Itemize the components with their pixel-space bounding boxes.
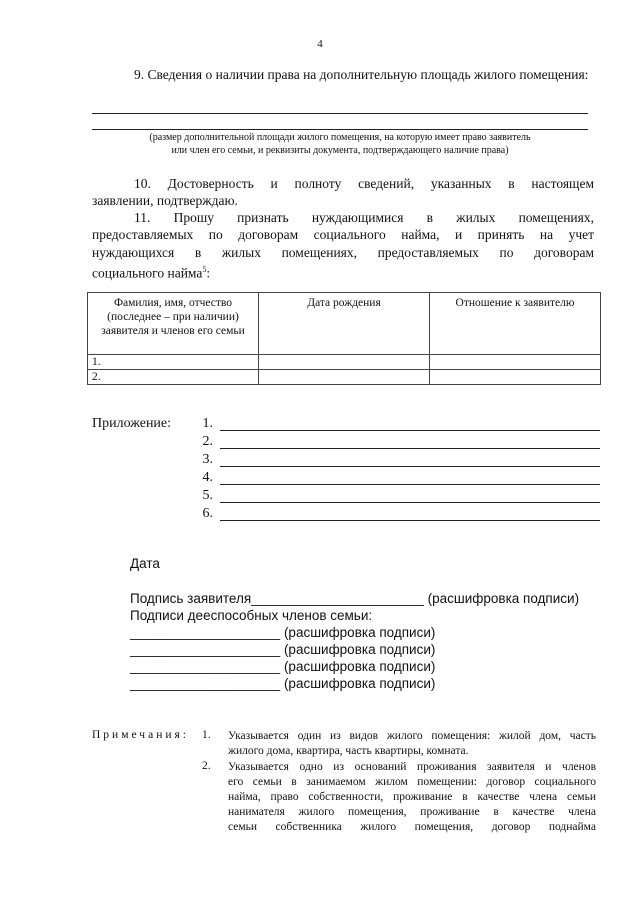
col-header-relation: Отношение к заявителю (430, 293, 601, 355)
family-signature-row-1 (130, 625, 435, 640)
row-1-birth[interactable] (259, 355, 430, 370)
family-decipher: (расшифровка подписи) (283, 659, 436, 674)
row-2-name[interactable]: 2. (88, 370, 259, 385)
note-2-line-2: его семьи в занимаемом жилом помещении: договор социального (228, 776, 596, 788)
family-signature-row-2 (130, 642, 435, 657)
note-2-line-5: семьи собственника жилого помещения, договор поднайма (228, 821, 596, 833)
attachment-num-2: 2. (202, 434, 213, 449)
row-1-relation[interactable] (430, 355, 601, 370)
table-row (88, 355, 601, 370)
attachment-num-6: 6. (202, 506, 213, 521)
family-signature-row-3 (130, 659, 435, 674)
applicant-signature-label: Подпись заявителя (130, 591, 252, 606)
item-10-line-1: 10. Достоверность и полноту сведений, указанных в настоящем (134, 176, 594, 191)
family-signature-blank[interactable]: ____________________ (130, 642, 281, 657)
item-9-text: 9. Сведения о наличии права на дополнительную площадь жилого помещения: (134, 67, 589, 82)
col-header-birth: Дата рождения (259, 293, 430, 355)
family-signature-blank[interactable]: ____________________ (130, 625, 281, 640)
row-2-birth[interactable] (259, 370, 430, 385)
attachment-num-4: 4. (202, 470, 213, 485)
attachment-line-4[interactable] (220, 484, 600, 485)
row-2-relation[interactable] (430, 370, 601, 385)
item-11-line-2: предоставляемых по договорам социального найма, и принять на учет (92, 227, 594, 242)
item-9-fill-line-2[interactable] (92, 129, 588, 130)
note-2-line-3: найма, право собственности, проживание в качестве члена семьи (228, 791, 596, 803)
family-decipher: (расшифровка подписи) (283, 676, 436, 691)
item-10-line-2: заявлении, подтверждаю. (92, 193, 238, 208)
family-signature-blank[interactable]: ____________________ (130, 676, 281, 691)
attachment-line-1[interactable] (220, 430, 600, 431)
item-11-colon: : (206, 265, 211, 281)
note-2-line-1: Указывается одно из оснований проживания заявителя и членов (228, 761, 596, 773)
item-11-line-4-text: социального найма (92, 265, 203, 281)
attachment-line-3[interactable] (220, 466, 600, 467)
item-11-line-1: 11. Прошу признать нуждающимися в жилых помещениях, (134, 210, 594, 225)
applicant-decipher: (расшифровка подписи) (427, 591, 580, 606)
item-11-line-4 (92, 261, 594, 282)
attachment-num-5: 5. (202, 488, 213, 503)
attachment-line-2[interactable] (220, 448, 600, 449)
note-2-line-4: нанимателя жилого помещения, проживание в качестве члена (228, 806, 596, 818)
item-9-note-1: (размер дополнительной площади жилого помещения, на которую имеет право заявитель (149, 132, 531, 143)
page-number: 4 (317, 38, 323, 50)
col-header-name: Фамилия, имя, отчество (последнее – при наличии) заявителя и членов его семьи (88, 293, 259, 355)
item-9-note-2: или член его семьи, и реквизиты документа, подтверждающего наличие права) (171, 145, 509, 156)
family-table (87, 292, 601, 385)
note-1-line-1: Указывается один из видов жилого помещения: жилой дом, часть (228, 730, 596, 742)
applicant-signature-row (130, 591, 579, 606)
family-decipher: (расшифровка подписи) (283, 642, 436, 657)
family-signatures-label: Подписи дееспособных членов семьи: (130, 608, 373, 623)
note-2-num: 2. (202, 760, 211, 772)
footnote-5[interactable]: 5 (202, 265, 207, 274)
attachment-line-6[interactable] (220, 520, 600, 521)
note-1-num: 1. (202, 729, 211, 741)
family-signature-row-4 (130, 676, 435, 691)
note-1-line-2: жилого дома, квартира, часть квартиры, комната. (228, 745, 469, 757)
family-signature-blank[interactable]: ____________________ (130, 659, 281, 674)
attachment-num-3: 3. (202, 452, 213, 467)
applicant-signature-blank[interactable]: _______________________ (251, 591, 424, 606)
notes-title: Примечания: (92, 729, 189, 741)
attachment-line-5[interactable] (220, 502, 600, 503)
item-9-fill-line-1[interactable] (92, 113, 588, 114)
family-decipher: (расшифровка подписи) (283, 625, 436, 640)
date-label: Дата (130, 556, 160, 571)
table-row (88, 370, 601, 385)
row-1-name[interactable]: 1. (88, 355, 259, 370)
attachment-num-1: 1. (202, 416, 213, 431)
item-11-line-3: нуждающихся в жилых помещениях, предоставляемых по договорам (92, 245, 594, 260)
attachments-label: Приложение: (92, 416, 172, 431)
